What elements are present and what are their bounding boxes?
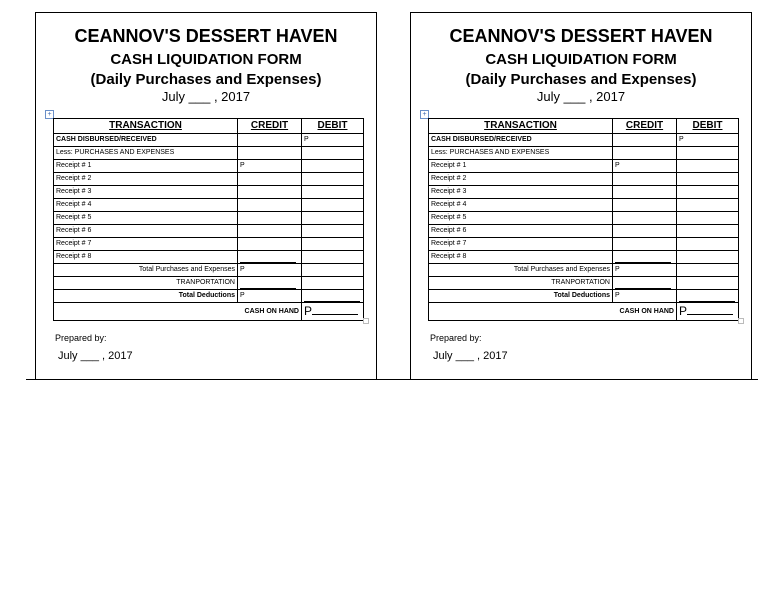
table-row — [54, 238, 364, 251]
receipt-label: Receipt # 8 — [54, 251, 238, 264]
liquidation-form-left — [35, 12, 377, 379]
footer-date: July ___ , 2017 — [58, 350, 133, 362]
total-purchases-credit[interactable]: P — [613, 264, 677, 277]
table-row — [54, 173, 364, 186]
receipt-credit[interactable] — [238, 225, 302, 238]
header-credit: CREDIT — [613, 119, 677, 134]
receipt-label: Receipt # 6 — [429, 225, 613, 238]
receipt-debit[interactable] — [677, 212, 739, 225]
table-row — [54, 264, 364, 277]
table-header-row — [54, 119, 364, 134]
table-row — [54, 199, 364, 212]
footer-date: July ___ , 2017 — [433, 350, 508, 362]
transportation-debit[interactable] — [302, 277, 364, 290]
header-debit: DEBIT — [677, 119, 739, 134]
table-row — [54, 186, 364, 199]
receipt-debit[interactable] — [677, 199, 739, 212]
cash-disbursed-credit[interactable] — [613, 134, 677, 147]
cash-on-hand-value[interactable] — [302, 303, 364, 321]
liquidation-table — [428, 118, 739, 321]
total-deductions-label: Total Deductions — [54, 290, 238, 303]
table-row — [429, 290, 739, 303]
debit-cell[interactable] — [677, 147, 739, 160]
receipt-label: Receipt # 3 — [54, 186, 238, 199]
table-row — [429, 251, 739, 264]
receipt-debit[interactable] — [302, 238, 364, 251]
transportation-label: TRANPORTATION — [54, 277, 238, 290]
receipt-credit[interactable] — [238, 251, 302, 264]
receipt-label: Receipt # 8 — [429, 251, 613, 264]
form-subtitle: (Daily Purchases and Expenses) — [465, 71, 697, 88]
transportation-credit[interactable] — [613, 277, 677, 290]
receipt-credit[interactable] — [238, 173, 302, 186]
liquidation-form-right — [410, 12, 752, 379]
page-bottom-rule — [26, 379, 758, 380]
header-transaction: TRANSACTION — [54, 119, 238, 134]
receipt-credit[interactable] — [613, 186, 677, 199]
receipt-debit[interactable] — [677, 238, 739, 251]
table-row — [54, 251, 364, 264]
credit-cell[interactable] — [613, 147, 677, 160]
table-row — [54, 277, 364, 290]
underline — [615, 280, 671, 289]
total-deductions-debit[interactable] — [302, 290, 364, 303]
receipt-credit[interactable] — [238, 186, 302, 199]
cash-on-hand-currency: P — [679, 304, 688, 318]
table-row — [54, 290, 364, 303]
table-row — [429, 186, 739, 199]
prepared-by-label: Prepared by: — [430, 333, 482, 343]
receipt-label: Receipt # 1 — [429, 160, 613, 173]
receipt-credit[interactable] — [613, 199, 677, 212]
table-row — [429, 225, 739, 238]
cash-disbursed-label: CASH DISBURSED/RECEIVED — [429, 134, 613, 147]
cash-disbursed-debit[interactable]: P — [302, 134, 364, 147]
business-name: CEANNOV'S DESSERT HAVEN — [74, 26, 338, 46]
receipt-credit[interactable] — [613, 225, 677, 238]
receipt-label: Receipt # 3 — [429, 186, 613, 199]
credit-cell[interactable] — [238, 147, 302, 160]
form-date: July ___ , 2017 — [161, 89, 251, 104]
underline — [615, 254, 671, 263]
transportation-label: TRANPORTATION — [429, 277, 613, 290]
header-debit: DEBIT — [302, 119, 364, 134]
total-purchases-debit[interactable] — [302, 264, 364, 277]
cash-on-hand-label: CASH ON HAND — [429, 303, 677, 321]
receipt-debit[interactable] — [302, 199, 364, 212]
receipt-credit[interactable] — [238, 212, 302, 225]
table-row — [54, 212, 364, 225]
table-move-handle-icon[interactable]: + — [45, 110, 54, 119]
total-purchases-debit[interactable] — [677, 264, 739, 277]
underline — [304, 293, 360, 302]
cash-disbursed-credit[interactable] — [238, 134, 302, 147]
receipt-label: Receipt # 6 — [54, 225, 238, 238]
receipt-debit[interactable] — [677, 225, 739, 238]
table-row — [54, 225, 364, 238]
total-deductions-credit[interactable]: P — [613, 290, 677, 303]
form-subtitle: (Daily Purchases and Expenses) — [90, 71, 322, 88]
receipt-debit[interactable] — [677, 251, 739, 264]
table-row — [429, 277, 739, 290]
receipt-credit[interactable]: P — [613, 160, 677, 173]
table-row — [54, 147, 364, 160]
receipt-debit[interactable] — [677, 160, 739, 173]
less-purchases-label: Less: PURCHASES AND EXPENSES — [54, 147, 238, 160]
table-row — [429, 147, 739, 160]
header-credit: CREDIT — [238, 119, 302, 134]
cash-disbursed-debit[interactable]: P — [677, 134, 739, 147]
receipt-debit[interactable] — [302, 225, 364, 238]
receipt-credit[interactable]: P — [238, 160, 302, 173]
receipt-debit[interactable] — [302, 251, 364, 264]
table-row — [54, 134, 364, 147]
total-purchases-credit[interactable]: P — [238, 264, 302, 277]
underline — [240, 254, 296, 263]
table-row — [429, 264, 739, 277]
table-move-handle-icon[interactable]: + — [420, 110, 429, 119]
receipt-credit[interactable] — [613, 251, 677, 264]
debit-cell[interactable] — [302, 147, 364, 160]
receipt-label: Receipt # 1 — [54, 160, 238, 173]
table-row — [54, 303, 364, 321]
liquidation-table — [53, 118, 364, 321]
form-title: CASH LIQUIDATION FORM — [485, 51, 677, 68]
receipt-label: Receipt # 4 — [429, 199, 613, 212]
table-row — [429, 303, 739, 321]
business-name: CEANNOV'S DESSERT HAVEN — [449, 26, 713, 46]
total-deductions-label: Total Deductions — [429, 290, 613, 303]
total-deductions-credit[interactable]: P — [238, 290, 302, 303]
underline — [679, 293, 735, 302]
receipt-credit[interactable] — [613, 173, 677, 186]
receipt-label: Receipt # 2 — [429, 173, 613, 186]
table-row — [54, 160, 364, 173]
table-row — [429, 160, 739, 173]
table-row — [429, 199, 739, 212]
transportation-debit[interactable] — [677, 277, 739, 290]
table-row — [429, 238, 739, 251]
receipt-credit[interactable] — [613, 212, 677, 225]
cash-on-hand-value[interactable] — [677, 303, 739, 321]
underline — [312, 303, 358, 315]
prepared-by-label: Prepared by: — [55, 333, 107, 343]
receipt-label: Receipt # 7 — [429, 238, 613, 251]
receipt-label: Receipt # 4 — [54, 199, 238, 212]
table-resize-handle[interactable] — [363, 318, 369, 324]
receipt-debit[interactable] — [302, 186, 364, 199]
underline — [687, 303, 733, 315]
receipt-label: Receipt # 7 — [54, 238, 238, 251]
table-resize-handle[interactable] — [738, 318, 744, 324]
receipt-debit[interactable] — [677, 173, 739, 186]
form-title: CASH LIQUIDATION FORM — [110, 51, 302, 68]
table-header-row — [429, 119, 739, 134]
receipt-debit[interactable] — [302, 212, 364, 225]
receipt-credit[interactable] — [613, 238, 677, 251]
receipt-debit[interactable] — [302, 160, 364, 173]
total-purchases-label: Total Purchases and Expenses — [429, 264, 613, 277]
less-purchases-label: Less: PURCHASES AND EXPENSES — [429, 147, 613, 160]
table-row — [429, 173, 739, 186]
cash-on-hand-currency: P — [304, 304, 313, 318]
transportation-credit[interactable] — [238, 277, 302, 290]
receipt-label: Receipt # 5 — [54, 212, 238, 225]
receipt-credit[interactable] — [238, 199, 302, 212]
receipt-debit[interactable] — [677, 186, 739, 199]
total-deductions-debit[interactable] — [677, 290, 739, 303]
form-date: July ___ , 2017 — [536, 89, 626, 104]
table-row — [429, 212, 739, 225]
total-purchases-label: Total Purchases and Expenses — [54, 264, 238, 277]
receipt-label: Receipt # 5 — [429, 212, 613, 225]
receipt-credit[interactable] — [238, 238, 302, 251]
header-transaction: TRANSACTION — [429, 119, 613, 134]
table-row — [429, 134, 739, 147]
underline — [240, 280, 296, 289]
receipt-label: Receipt # 2 — [54, 173, 238, 186]
receipt-debit[interactable] — [302, 173, 364, 186]
cash-on-hand-label: CASH ON HAND — [54, 303, 302, 321]
cash-disbursed-label: CASH DISBURSED/RECEIVED — [54, 134, 238, 147]
